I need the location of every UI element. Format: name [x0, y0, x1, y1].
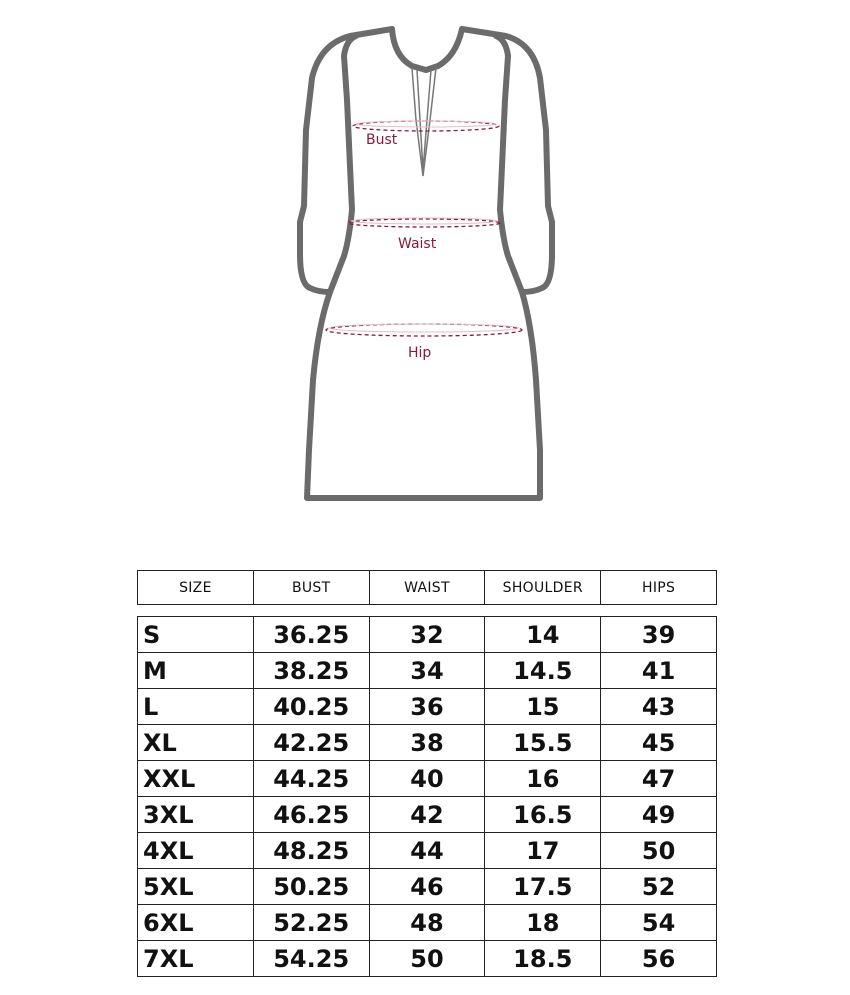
right-sleeve-outline — [462, 29, 552, 292]
cell-waist: 38 — [369, 725, 485, 761]
cell-shoulder: 15.5 — [485, 725, 601, 761]
cell-waist: 42 — [369, 797, 485, 833]
cell-hips: 49 — [601, 797, 717, 833]
cell-size: XXL — [138, 761, 254, 797]
cell-shoulder: 17.5 — [485, 869, 601, 905]
cell-shoulder: 15 — [485, 689, 601, 725]
cell-hips: 56 — [601, 941, 717, 977]
cell-bust: 46.25 — [253, 797, 369, 833]
cell-waist: 48 — [369, 905, 485, 941]
cell-shoulder: 16.5 — [485, 797, 601, 833]
cell-shoulder: 14.5 — [485, 653, 601, 689]
table-row — [138, 761, 717, 797]
neckline-outline — [392, 29, 462, 70]
placket — [412, 68, 436, 176]
cell-bust: 36.25 — [253, 617, 369, 653]
header-hips: HIPS — [601, 571, 717, 605]
cell-shoulder: 18.5 — [485, 941, 601, 977]
waist-label: Waist — [398, 236, 437, 252]
cell-waist: 46 — [369, 869, 485, 905]
table-row — [138, 797, 717, 833]
cell-waist: 40 — [369, 761, 485, 797]
size-chart-header — [137, 570, 717, 605]
cell-waist: 50 — [369, 941, 485, 977]
cell-hips: 52 — [601, 869, 717, 905]
cell-bust: 38.25 — [253, 653, 369, 689]
cell-hips: 54 — [601, 905, 717, 941]
bust-label: Bust — [366, 132, 398, 148]
cell-bust: 48.25 — [253, 833, 369, 869]
size-chart-rows — [138, 617, 717, 977]
cell-hips: 45 — [601, 725, 717, 761]
cell-size: 3XL — [138, 797, 254, 833]
cell-hips: 47 — [601, 761, 717, 797]
header-bust: BUST — [253, 571, 369, 605]
cell-size: M — [138, 653, 254, 689]
table-row — [138, 725, 717, 761]
table-row — [138, 905, 717, 941]
cell-bust: 42.25 — [253, 725, 369, 761]
cell-shoulder: 18 — [485, 905, 601, 941]
cell-hips: 50 — [601, 833, 717, 869]
cell-shoulder: 14 — [485, 617, 601, 653]
cell-shoulder: 16 — [485, 761, 601, 797]
cell-shoulder: 17 — [485, 833, 601, 869]
header-waist: WAIST — [369, 571, 485, 605]
cell-bust: 44.25 — [253, 761, 369, 797]
cell-hips: 43 — [601, 689, 717, 725]
table-row — [138, 869, 717, 905]
cell-size: 4XL — [138, 833, 254, 869]
kurta-outline — [300, 29, 552, 498]
cell-size: XL — [138, 725, 254, 761]
cell-bust: 40.25 — [253, 689, 369, 725]
header-shoulder: SHOULDER — [485, 571, 601, 605]
cell-waist: 36 — [369, 689, 485, 725]
cell-size: 6XL — [138, 905, 254, 941]
left-sleeve-outline — [300, 29, 392, 292]
cell-size: L — [138, 689, 254, 725]
cell-hips: 41 — [601, 653, 717, 689]
table-row — [138, 653, 717, 689]
hip-label: Hip — [408, 345, 432, 361]
cell-hips: 39 — [601, 617, 717, 653]
size-chart-table — [137, 616, 717, 977]
hip-measure-guide — [326, 324, 522, 336]
table-row — [138, 689, 717, 725]
cell-waist: 32 — [369, 617, 485, 653]
cell-bust: 52.25 — [253, 905, 369, 941]
cell-size: 5XL — [138, 869, 254, 905]
waist-measure-guide — [348, 218, 500, 227]
cell-size: S — [138, 617, 254, 653]
table-row — [138, 833, 717, 869]
table-row — [138, 617, 717, 653]
header-size: SIZE — [138, 571, 254, 605]
cell-bust: 54.25 — [253, 941, 369, 977]
cell-size: 7XL — [138, 941, 254, 977]
cell-waist: 44 — [369, 833, 485, 869]
header-row — [138, 571, 717, 605]
table-row — [138, 941, 717, 977]
lower-body-outline — [307, 292, 540, 498]
cell-bust: 50.25 — [253, 869, 369, 905]
cell-waist: 34 — [369, 653, 485, 689]
